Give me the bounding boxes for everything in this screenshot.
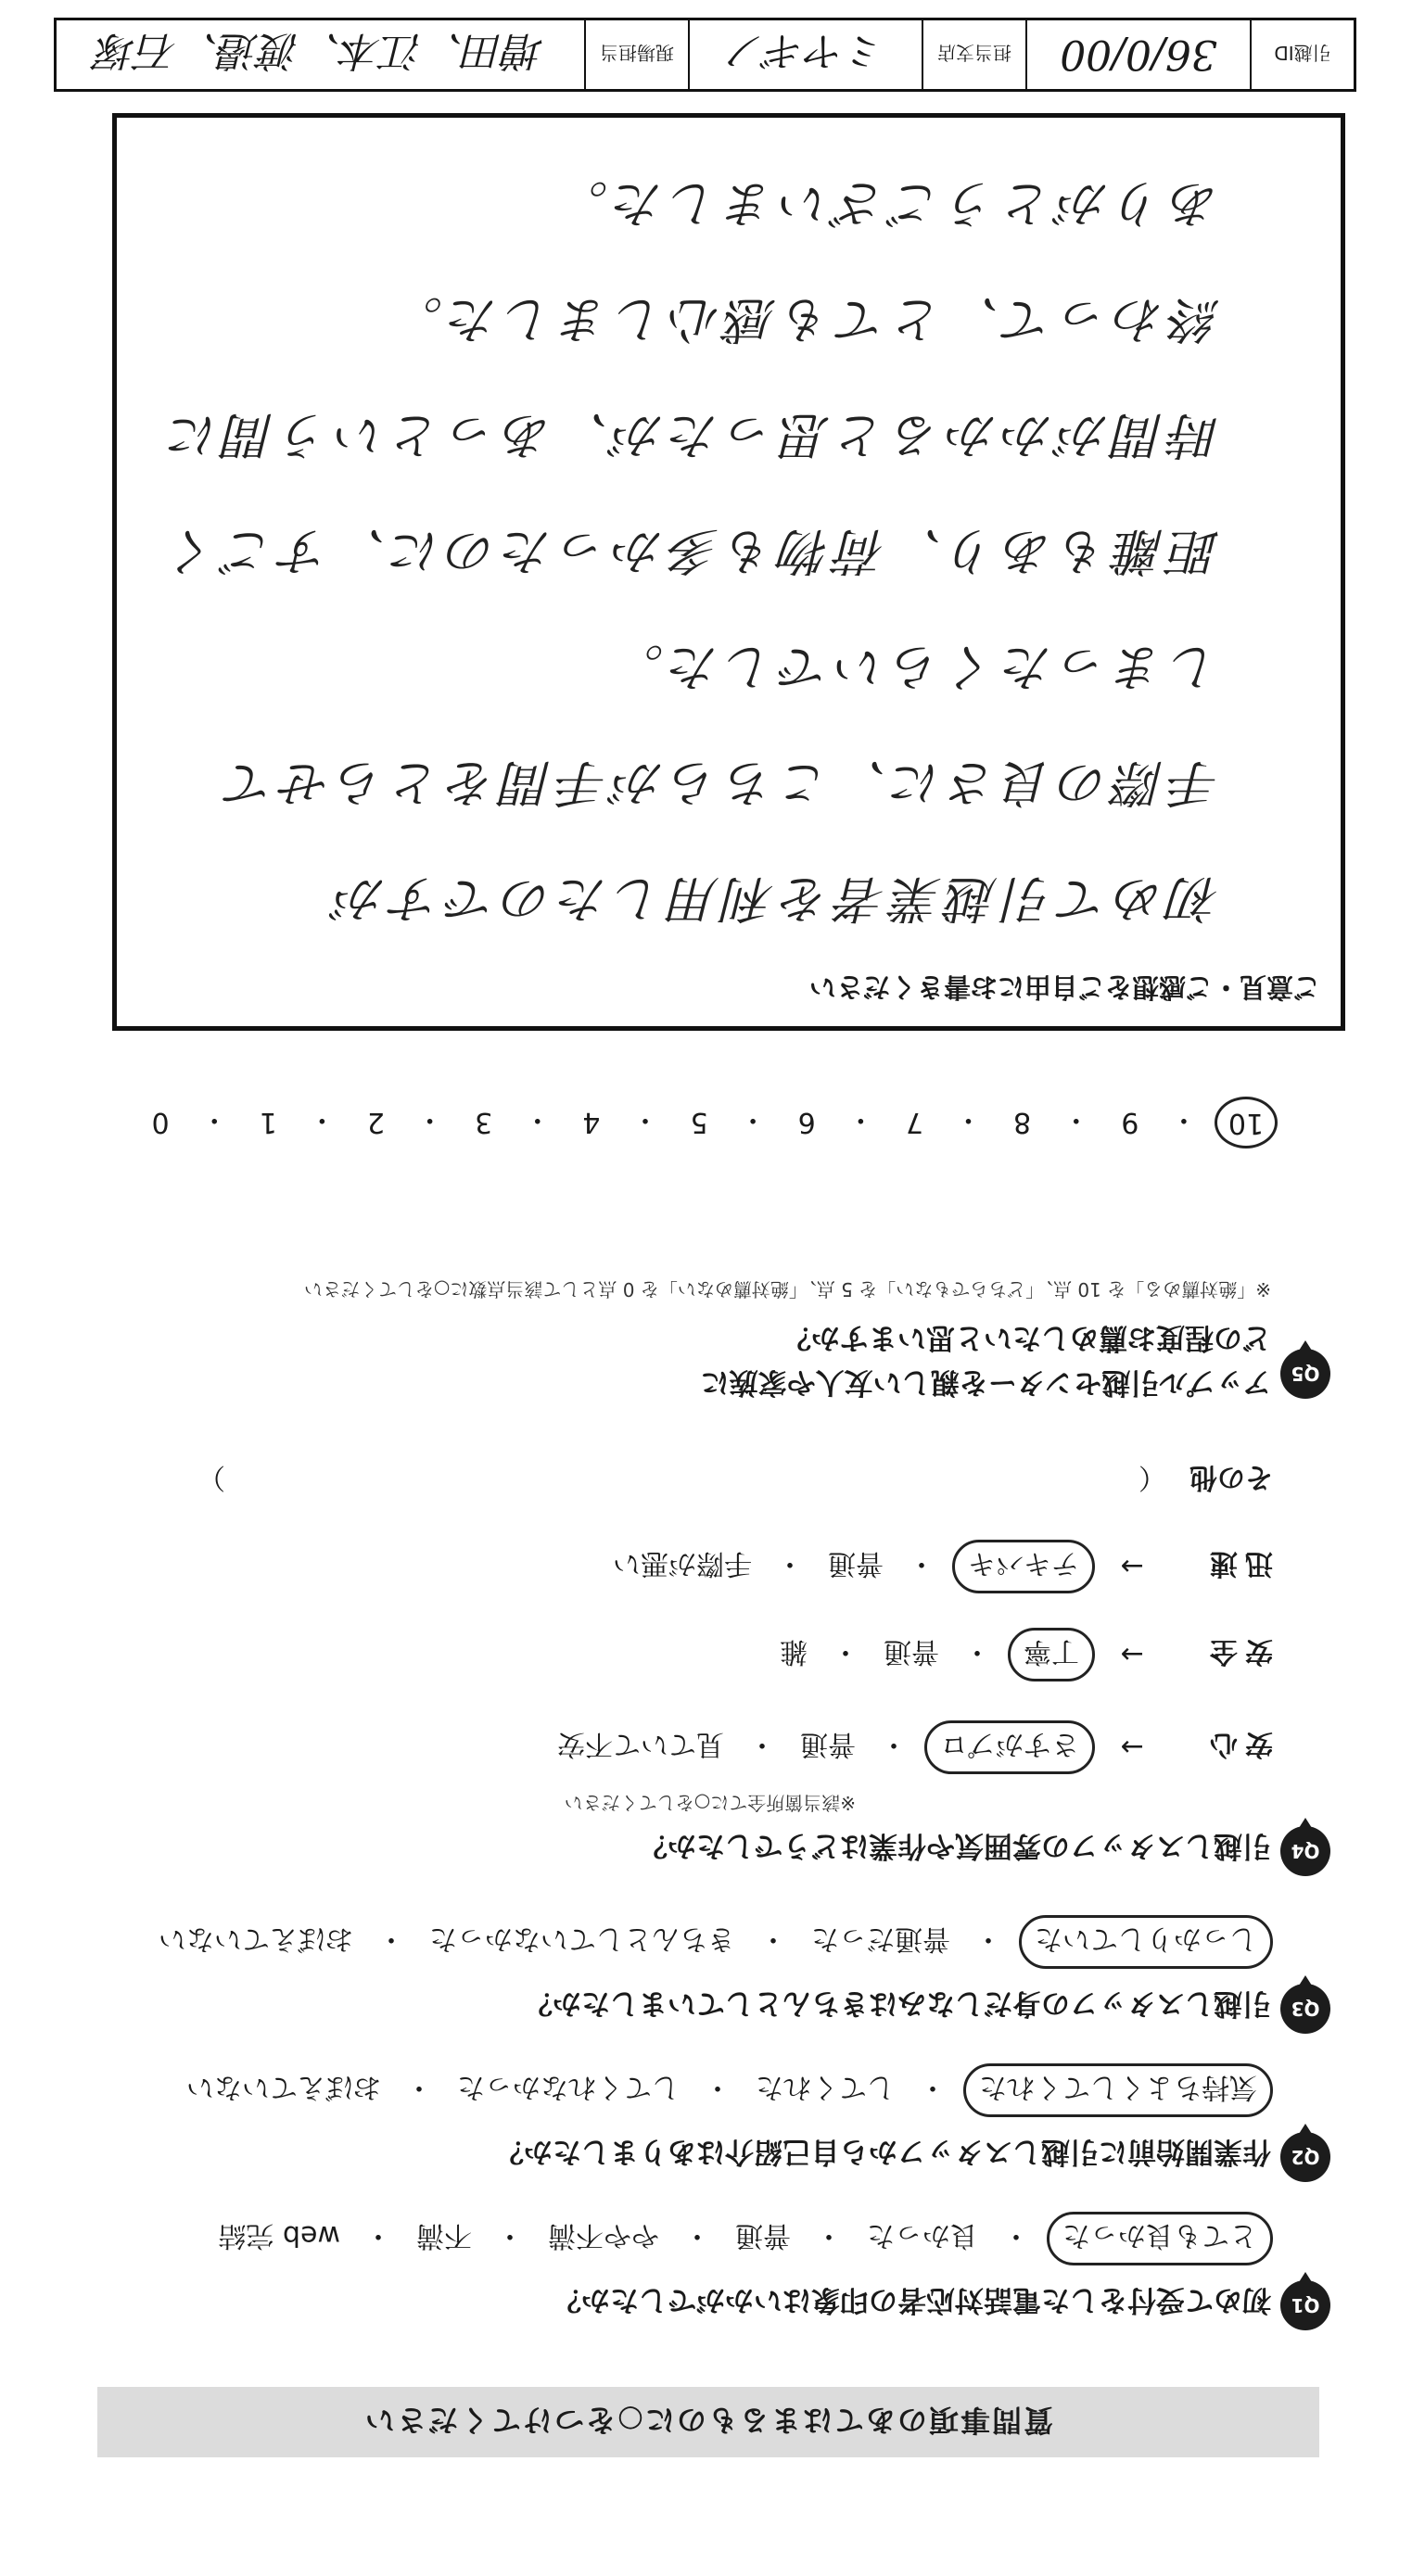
- q3-badge-icon: Q3: [1280, 1984, 1330, 2034]
- comment-line: 終わって、とても感心しました。: [387, 290, 1220, 349]
- q1-option[interactable]: やや不満: [548, 2219, 659, 2252]
- q2-option[interactable]: してくれなかった: [457, 2071, 680, 2103]
- q1-option[interactable]: web 完結: [218, 2219, 340, 2252]
- q4-option-selected[interactable]: さすがプロ: [924, 1720, 1095, 1774]
- comment-line: 初めて引越業者を利用したのですが: [330, 869, 1220, 928]
- q1-option-selected[interactable]: とても良かった: [1047, 2212, 1273, 2265]
- q5-score[interactable]: 9: [1121, 1106, 1139, 1139]
- branch-value: ミヤギノ: [688, 20, 922, 89]
- comment-title: ご意見・ご感想をご自由にお書きください: [808, 971, 1320, 1003]
- q5-score[interactable]: 3: [475, 1106, 493, 1139]
- q5-score[interactable]: 0: [151, 1106, 170, 1139]
- q2-option[interactable]: してくれた: [756, 2071, 895, 2103]
- id-label: 引越ID: [1250, 20, 1354, 89]
- q3-option[interactable]: おぼえていない: [159, 1922, 353, 1955]
- q5-score[interactable]: 4: [582, 1106, 601, 1139]
- q3-option[interactable]: きちんとしていなかった: [429, 1922, 735, 1955]
- q4-row-anshin: 安心 → さすがプロ ・ 普通 ・ 見ていて不安: [550, 1720, 1273, 1774]
- q4-row-jinsoku: 迅速 → テキパキ ・ 普通 ・ 手際が悪い: [605, 1540, 1273, 1593]
- q4-category: 迅速: [1202, 1547, 1273, 1580]
- q3-option-selected[interactable]: しっかりしていた: [1019, 1915, 1273, 1969]
- q5-badge-icon: Q5: [1280, 1349, 1330, 1399]
- q4-option-selected[interactable]: テキパキ: [952, 1540, 1095, 1593]
- q3-question: 引越しスタッフの身だしなみはきちんとしていましたか？: [524, 1986, 1271, 2020]
- q4-option[interactable]: 手際が悪い: [613, 1547, 752, 1580]
- q5-score[interactable]: 8: [1013, 1106, 1032, 1139]
- q4-category: 安全: [1202, 1635, 1273, 1668]
- q4-other-label: その他: [1189, 1461, 1273, 1493]
- branch-label: 担当支店: [922, 20, 1025, 89]
- comment-line: ありがとうございました。: [553, 174, 1220, 233]
- q4-question: 引越しスタッフの雰囲気や作業はどうでしたか？: [639, 1829, 1271, 1862]
- arrow-right-icon: →: [1120, 1638, 1144, 1671]
- q5-score[interactable]: 6: [797, 1106, 816, 1139]
- q4-row-anzen: 安全 → 丁寧 ・ 普通 ・ 雑: [772, 1628, 1273, 1681]
- q4-category: 安心: [1202, 1728, 1273, 1760]
- q4-option[interactable]: 普通: [828, 1547, 884, 1580]
- q4-other-close: ）: [197, 1461, 225, 1493]
- staff-value: 増田、江本、渡邉、石塚: [95, 27, 545, 74]
- id-value: 36/0/00: [1025, 20, 1250, 89]
- q4-option[interactable]: 普通: [800, 1728, 856, 1760]
- q2-option[interactable]: おぼえていない: [186, 2071, 381, 2103]
- q5-score[interactable]: 1: [259, 1106, 277, 1139]
- instruction-banner: [97, 2387, 1319, 2457]
- instruction-text: 質問事項のあてはまるものに○をつけてください: [363, 2403, 1053, 2438]
- q5-score[interactable]: 5: [690, 1106, 708, 1139]
- q4-option[interactable]: 見ていて不安: [557, 1728, 724, 1760]
- q3-option[interactable]: 普通だった: [811, 1922, 950, 1955]
- q5-question-line2: どの程度お薦めしたいと思いますか？: [782, 1321, 1271, 1354]
- q4-other-open: （: [1139, 1461, 1166, 1493]
- q5-question-line1: アップル引越センターを親しい友人や家族に: [700, 1365, 1271, 1399]
- header-bar: [54, 18, 1356, 92]
- q1-option[interactable]: 不満: [416, 2219, 472, 2252]
- q4-other-row: [114, 1460, 1273, 1501]
- comment-line: 手際の良さに、こちらが手間をとらせて: [220, 754, 1220, 812]
- q1-option[interactable]: 良かった: [867, 2219, 978, 2252]
- q4-other-input[interactable]: [225, 1464, 1115, 1497]
- q3-options: しっかりしていた ・ 普通だった ・ きちんとしていなかった ・ おぼえていない: [151, 1915, 1273, 1969]
- q5-scale: 10 ・ 9 ・ 8 ・ 7 ・ 6 ・ 5 ・ 4 ・ 3 ・ 2 ・ 1 ・ 0: [137, 1097, 1278, 1148]
- comment-line: 時間がかかると思ったが、あっという間に: [163, 406, 1220, 464]
- q4-note: ※該当箇所全てに○をしてください: [564, 1792, 856, 1814]
- q5-score[interactable]: 7: [905, 1106, 923, 1139]
- q1-option[interactable]: 普通: [735, 2219, 791, 2252]
- q1-options: とても良かった ・ 良かった ・ 普通 ・ やや不満 ・ 不満 ・ web 完結: [210, 2212, 1273, 2265]
- q4-option[interactable]: 普通: [884, 1635, 939, 1668]
- comment-line: しまったくらいでした。: [608, 638, 1220, 696]
- staff-label: 現場担当: [584, 20, 688, 89]
- q4-option[interactable]: 雑: [780, 1635, 808, 1668]
- q4-option-selected[interactable]: 丁寧: [1008, 1628, 1095, 1681]
- q2-options: 気持ちよくしてくれた ・ してくれた ・ してくれなかった ・ おぼえていない: [179, 2063, 1273, 2117]
- q2-badge-icon: Q2: [1280, 2132, 1330, 2182]
- q1-question: 初めて受付をした電話対応者の印象はいかがでしたか？: [553, 2283, 1271, 2316]
- arrow-right-icon: →: [1120, 1550, 1144, 1583]
- q2-question: 作業開始前に引越しスタッフから自己紹介はありましたか？: [495, 2135, 1271, 2168]
- q5-score-selected[interactable]: 10: [1215, 1097, 1278, 1148]
- q4-badge-icon: Q4: [1280, 1826, 1330, 1876]
- arrow-right-icon: →: [1120, 1731, 1144, 1764]
- q5-score[interactable]: 2: [366, 1106, 386, 1139]
- q2-option-selected[interactable]: 気持ちよくしてくれた: [963, 2063, 1273, 2117]
- comment-box[interactable]: [112, 113, 1345, 1031]
- q1-badge-icon: Q1: [1280, 2280, 1330, 2330]
- q5-note: ※「絶対薦める」を 10 点、「どちらでもない」を 5 点、「絶対薦めない」を 0 点として該当点数に○をしてください: [303, 1278, 1271, 1301]
- comment-line: 距離もあり、荷物も多かったのに、すごく: [163, 522, 1220, 580]
